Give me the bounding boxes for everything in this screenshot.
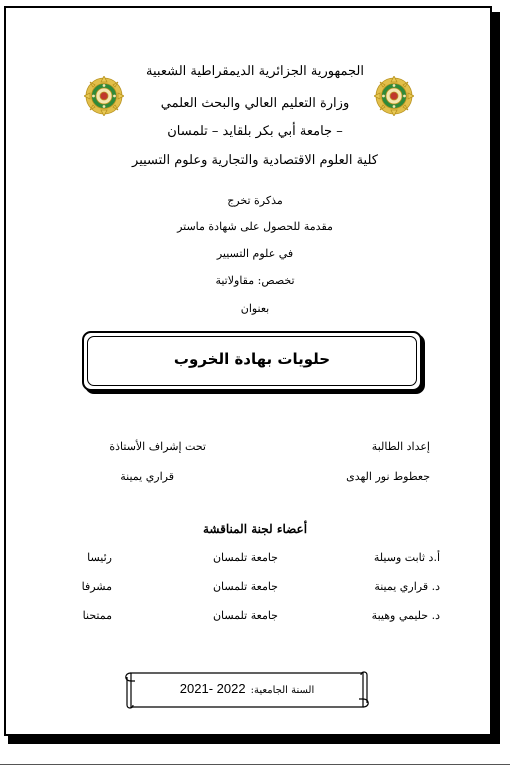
member-name: د. قراري يمينة [374,580,440,593]
thesis-title: حلويات بهادة الخروب [173,350,331,368]
member-role: مشرفا [81,580,112,593]
member-university: جامعة تلمسان [212,580,278,593]
thesis-field: في علوم التسيير [216,247,294,260]
member-name: أ.د ثابت وسيلة [373,551,440,564]
university-line: جامعة أبي بكر بلقايد – تلمسان – [167,124,343,139]
academic-year-scroll [121,667,373,711]
supervisor-name: قراري يمينة [120,470,174,483]
faculty-line: كلية العلوم الاقتصادية والتجارية وعلوم التسيير [132,153,378,168]
titled-label: بعنوان [240,302,270,315]
republic-line: الجمهورية الجزائرية الديمقراطية الشعبية [146,64,364,79]
member-name: د. حليمي وهيبة [371,609,440,622]
student-name: جعطوط نور الهدى [346,470,430,483]
thesis-type: مذكرة تخرج [227,194,283,207]
thesis-degree: مقدمة للحصول على شهادة ماستر [177,220,333,233]
thesis-title-box [82,331,422,391]
bottom-rule [0,764,510,765]
committee-heading: أعضاء لجنة المناقشة [202,522,308,536]
member-university: جامعة تلمسان [212,609,278,622]
academic-year-value: 2021- 2022 [179,681,246,696]
academic-year-label: السنة الجامعية: [250,685,315,696]
supervisor-label: تحت إشراف الأستاذة [109,440,206,453]
member-university: جامعة تلمسان [212,551,278,564]
member-role: ممتحنا [82,609,112,622]
thesis-specialty: تخصص: مقاولاتية [215,274,295,287]
member-role: رئيسا [87,551,112,564]
ministry-line: وزارة التعليم العالي والبحث العلمي [160,96,350,111]
student-label: إعداد الطالبة [371,440,430,453]
